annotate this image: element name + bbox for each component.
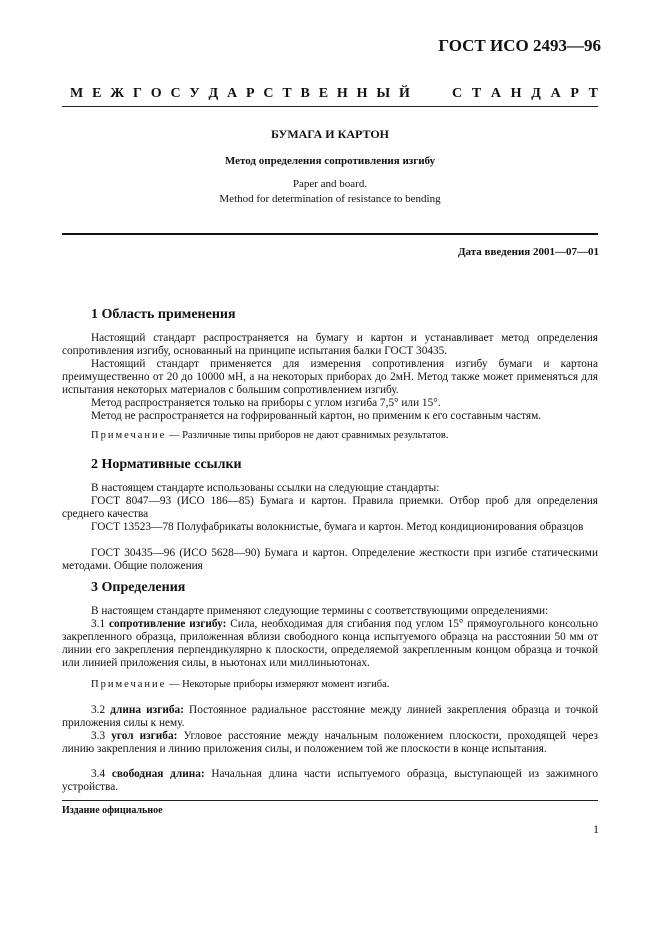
banner-letter: С xyxy=(263,86,274,101)
definition-text: Постоянное радиальное расстояние между линией закрепления образца и точкой приложения силы к нему. xyxy=(62,704,598,729)
banner-letter: Н xyxy=(336,86,348,101)
banner-letter: Т xyxy=(588,86,598,101)
banner-letter: А xyxy=(227,86,238,101)
banner-letter: С xyxy=(170,86,181,101)
definition-text: Сила, необходимая для сгибания под углом 15° прямоугольного консольно закрепленного образца, приложенная вблизи свободного конца испытуемого образца на расстоянии 50 мм от линии его закрепления перпендикулярно к плоскости, определяемой закрепленным концом образца и точкой или линией приложения силы, в ньютонах или миллиньютонах. xyxy=(62,618,598,669)
banner-letter: Р xyxy=(245,86,255,101)
interstate-standard-banner xyxy=(70,86,598,102)
definition-number: 3.1 xyxy=(91,618,109,630)
section-1-note xyxy=(91,430,448,441)
note-label: Примечание xyxy=(91,679,167,690)
official-edition-label: Издание официальное xyxy=(62,805,163,816)
section-1-paragraph: Настоящий стандарт распространяется на бумагу и картон и устанавливает метод определения сопротивления изгибу, основанный на принципе испытания балки ГОСТ 30435. xyxy=(62,332,598,357)
banner-letter: В xyxy=(300,86,310,101)
banner-letter: С xyxy=(452,86,463,101)
section-1-paragraph: Метод не распространяется на гофрированный картон, но применим к его составным частям. xyxy=(91,410,542,422)
banner-word-interstate xyxy=(70,86,410,102)
banner-letter: М xyxy=(70,86,84,101)
banner-letter: Е xyxy=(92,86,102,101)
document-subtitle: Метод определения сопротивления изгибу xyxy=(224,155,436,167)
banner-letter: А xyxy=(490,86,501,101)
banner-letter: Ы xyxy=(376,86,391,101)
definition-text: Начальная длина части испытуемого образца, выступающей из зажимного устройства. xyxy=(62,768,598,793)
standard-code: ГОСТ ИСО 2493—96 xyxy=(438,36,601,55)
banner-letter: У xyxy=(189,86,200,101)
section-2-reference: ГОСТ 30435—96 (ИСО 5628—90) Бумага и картон. Определение жесткости при изгибе статическими методами. Общие положения xyxy=(62,547,598,572)
section-1-heading: 1 Область применения xyxy=(91,307,236,322)
section-3-heading: 3 Определения xyxy=(91,580,186,595)
title-divider xyxy=(62,233,598,235)
introduction-date: Дата введения 2001—07—01 xyxy=(457,246,599,258)
definition-number: 3.2 xyxy=(91,704,111,716)
definition-term: свободная длина: xyxy=(111,768,205,780)
definition-3-4 xyxy=(62,768,598,794)
banner-letter: Т xyxy=(282,86,292,101)
section-3-paragraph: В настоящем стандарте применяют следующие термины с соответствующими определениями: xyxy=(91,605,549,617)
banner-letter: Т xyxy=(471,86,482,101)
page-number: 1 xyxy=(593,822,599,836)
banner-letter: Е xyxy=(318,86,329,101)
header-divider xyxy=(62,106,598,107)
note-text: — Различные типы приборов не дают сравнимых результатов. xyxy=(166,430,449,441)
definition-3-2 xyxy=(62,704,598,730)
definition-term: угол изгиба: xyxy=(111,730,178,742)
banner-letter: А xyxy=(550,86,561,101)
banner-letter: Ж xyxy=(110,86,125,101)
english-title-line2: Method for determination of resistance to bending xyxy=(219,193,441,205)
english-title-line1: Paper and board. xyxy=(292,178,368,190)
banner-letter: Й xyxy=(398,86,410,101)
definition-term: длина изгиба: xyxy=(110,704,184,716)
section-2-paragraph: В настоящем стандарте использованы ссылки на следующие стандарты: xyxy=(91,482,440,494)
note-label: Примечание xyxy=(91,430,167,441)
banner-letter: Р xyxy=(570,86,579,101)
banner-letter: Н xyxy=(356,86,368,101)
section-2-heading: 2 Нормативные ссылки xyxy=(91,457,242,472)
section-3-note xyxy=(91,679,389,690)
banner-letter: Н xyxy=(510,86,522,101)
section-2-reference: ГОСТ 13523—78 Полуфабрикаты волокнистые, бумага и картон. Метод кондиционирования образцов xyxy=(91,521,584,533)
footer-divider xyxy=(62,800,598,801)
section-1-paragraph: Настоящий стандарт применяется для измерения сопротивления изгибу бумаги и картона преимущественно от 20 до 10000 мН, а на некоторых приборах до 2мН. Метод также может применяться для испытания некоторых материалов с большим сопротивлением изгибу. xyxy=(62,358,598,396)
section-1-paragraph: Метод распространяется только на приборы с углом изгиба 7,5° или 15°. xyxy=(91,397,441,409)
section-2-reference: ГОСТ 8047—93 (ИСО 186—85) Бумага и картон. Правила приемки. Отбор проб для определения среднего качества xyxy=(62,495,598,520)
banner-letter: О xyxy=(150,86,162,101)
banner-word-standard xyxy=(452,86,598,102)
definition-text: Угловое расстояние между начальным положением плоскости, проходящей через линию закрепления и линию приложения силы, и положением той же плоскости в конце испытания. xyxy=(62,730,598,755)
definition-3-3 xyxy=(62,730,598,756)
document-title: БУМАГА И КАРТОН xyxy=(271,127,389,141)
definition-3-1 xyxy=(62,618,598,670)
note-text: — Некоторые приборы измеряют момент изгиба. xyxy=(166,679,390,690)
banner-letter: Д xyxy=(531,86,541,101)
banner-letter: Г xyxy=(132,86,142,101)
banner-letter: Д xyxy=(208,86,219,101)
definition-number: 3.4 xyxy=(91,768,112,780)
definition-term: сопротивление изгибу: xyxy=(109,618,227,630)
definition-number: 3.3 xyxy=(91,730,112,742)
